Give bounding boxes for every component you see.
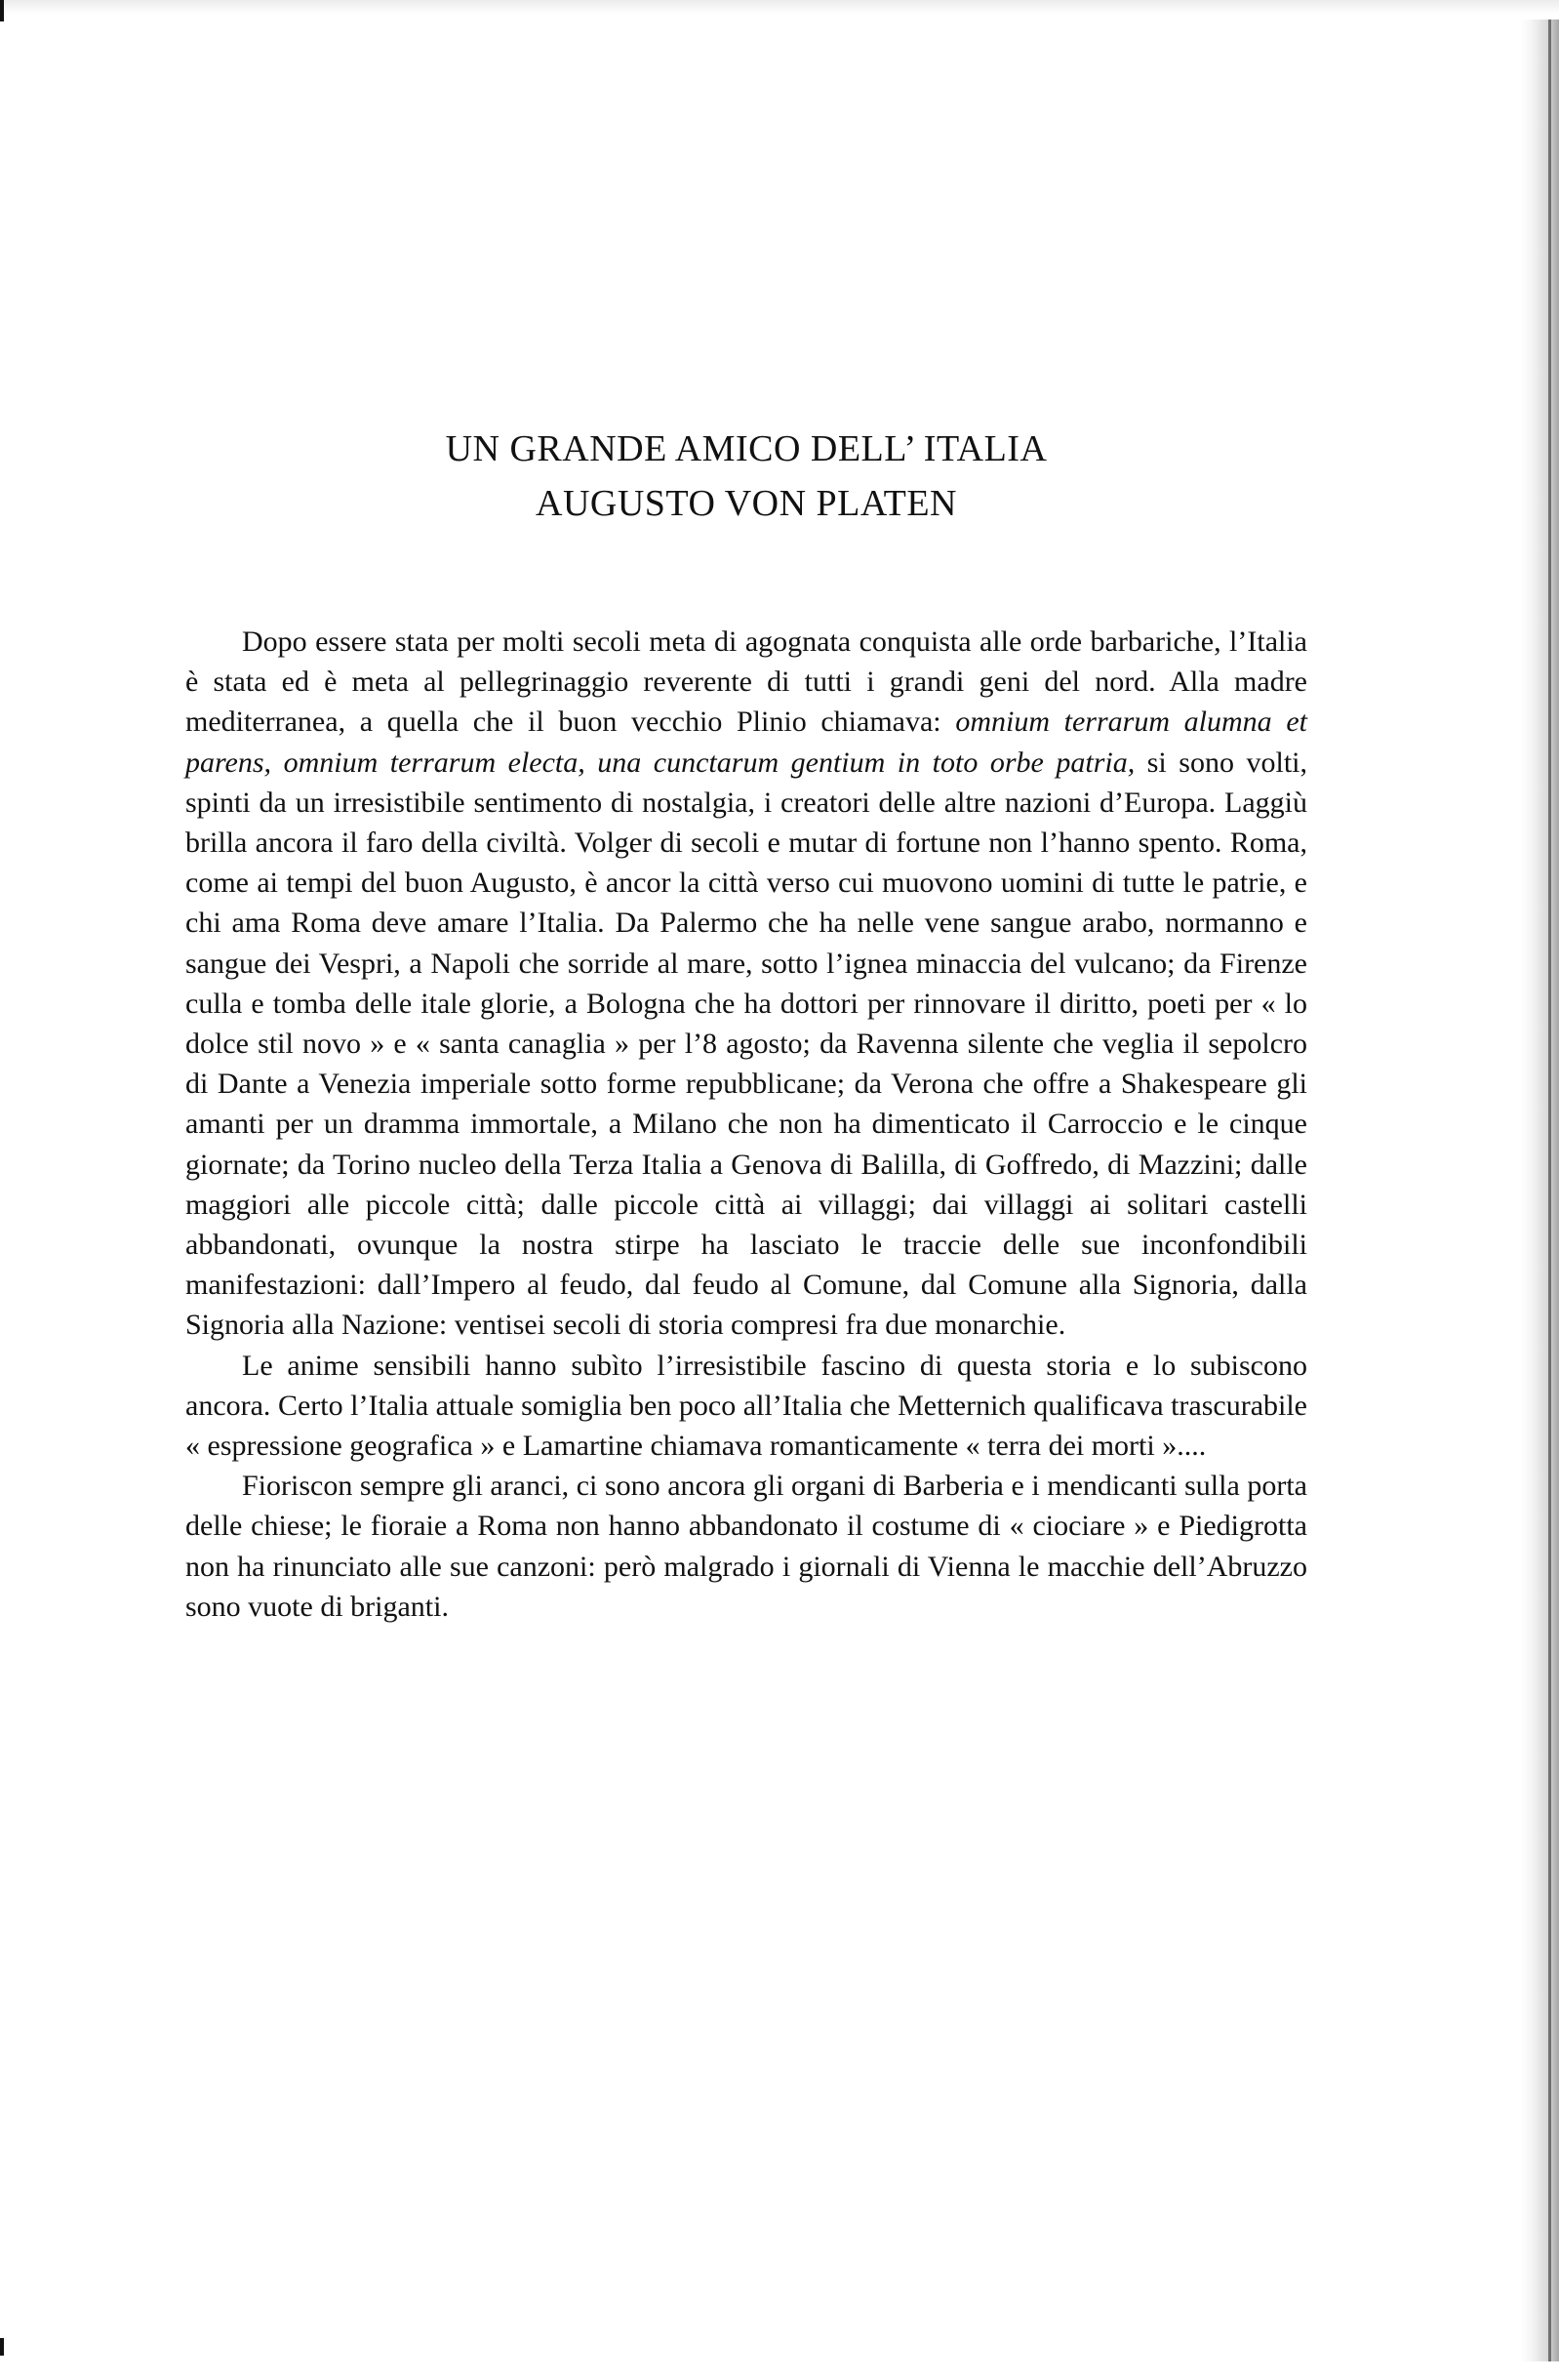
- title-line-2: AUGUSTO VON PLATEN: [536, 483, 957, 524]
- title-line-1: UN GRANDE AMICO DELL’ ITALIA: [445, 428, 1048, 469]
- scan-corner-mark-bottom: [0, 2338, 4, 2356]
- scan-right-edge-line: [1548, 20, 1551, 2361]
- paragraph-1-text-a: Dopo essere stata per molti secoli meta di agognata conquista alle orde barbariche, l’Italia è stata ed è meta al pellegrinaggio reverente di tutti i grandi geni del nord. Alla madre mediterranea, a quella che il buon vecchio Plinio chiamava:: [185, 625, 1307, 739]
- paragraph-1-text-b: si sono volti, spinti da un irresistibile sentimento di nostalgia, i creatori delle altre nazioni d’Europa. Laggiù brilla ancora il faro della civiltà. Volger di secoli e mutar di fortune non l’hanno spento. Roma, come ai tempi del buon Augusto, è ancor la città verso cui muovono uomini di tutte le patrie, e chi ama Roma deve amare l’Italia. Da Palermo che ha nelle vene sangue arabo, normanno e sangue dei Vespri, a Napoli che sorride al mare, sotto l’ignea minaccia del vulcano; da Firenze culla e tomba delle itale glorie, a Bologna che ha dottori per rinnovare il diritto, poeti per « lo dolce stil novo » e « santa canaglia » per l’8 agosto; da Ravenna silente che veglia il sepolcro di Dante a Venezia imperiale sotto forme repubblicane; da Verona che offre a Shakespeare gli amanti per un dramma immortale, a Milano che non ha dimenticato il Carroccio e le cinque giornate; da Torino nucleo della Terza Italia a Genova di Balilla, di Goffredo, di Mazzini; dalle maggiori alle piccole città; dalle piccole città ai villaggi; dai villaggi ai solitari castelli abbandonati, ovunque la nostra stirpe ha lasciato le traccie delle sue inconfondibili manifestazioni: dall’Impero al feudo, dal feudo al Comune, dal Comune alla Signoria, dalla Signoria alla Nazione: ventisei secoli di storia compresi fra due monarchie.: [185, 746, 1307, 1342]
- article-title: [185, 422, 1307, 531]
- article-body: [185, 622, 1307, 1627]
- scan-corner-mark-top: [0, 0, 4, 21]
- paragraph-2: Le anime sensibili hanno subìto l’irresistibile fascino di questa storia e lo subiscono ancora. Certo l’Italia attuale somiglia ben poco all’Italia che Metternich qualificava trascurabile « espressione geografica » e Lamartine chiamava romanticamente « terra dei morti »....: [185, 1349, 1307, 1463]
- paragraph-3: Fioriscon sempre gli aranci, ci sono ancora gli organi di Barberia e i mendicanti sulla porta delle chiese; le fioraie a Roma non hanno abbandonato il costume di « ciociare » e Piedigrotta non ha rinunciato alle sue canzoni: però malgrado i giornali di Vienna le macchie dell’Abruzzo sono vuote di briganti.: [185, 1470, 1307, 1623]
- latin-quote: omnium terrarum alumna et parens, omnium terrarum electa, una cunctarum gentium in toto orbe patria,: [185, 706, 1307, 779]
- paragraph-1: [185, 622, 1307, 1346]
- scan-top-edge: [0, 0, 1559, 14]
- scan-right-edge-shadow: [1520, 20, 1559, 2361]
